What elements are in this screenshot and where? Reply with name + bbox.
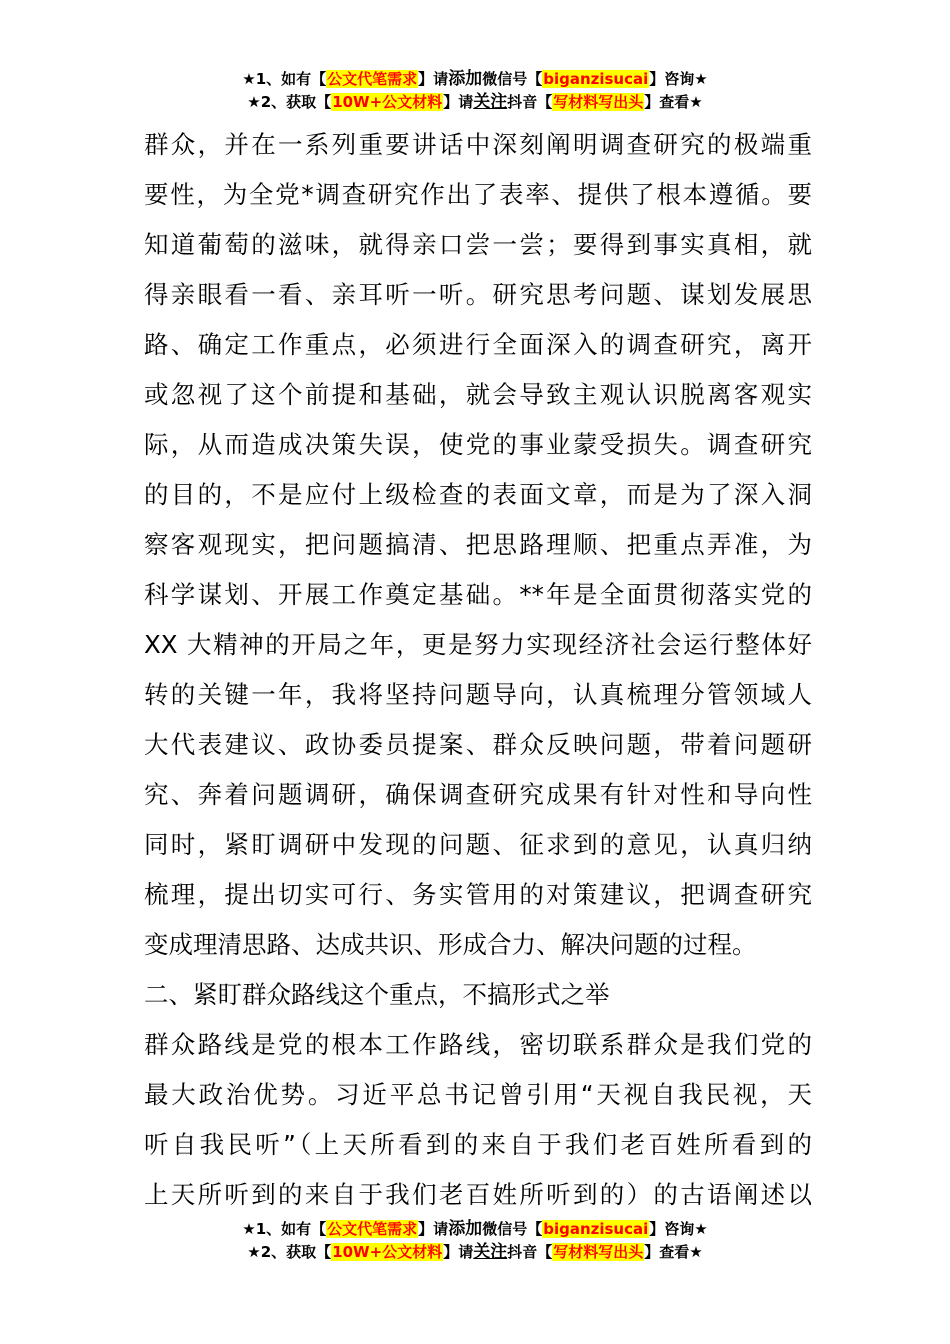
promo-text: ★2、获取【	[247, 1243, 332, 1261]
paragraph-line: 上天所听到的来自于我们老百姓所听到的）的古语阐述以	[144, 1180, 812, 1209]
promo-highlight: 10W+公文材料	[332, 1243, 443, 1261]
promo-douyin-id: 写材料写出头	[553, 93, 644, 111]
promo-line-1	[0, 1218, 950, 1241]
paragraph-line: 知道葡萄的滋味，就得亲口尝一尝；要得到事实真相，就	[144, 230, 812, 259]
promo-highlight: 公文代笔需求	[327, 70, 418, 88]
promo-text: 】请	[443, 1243, 474, 1261]
promo-text: 】咨询★	[649, 1220, 708, 1238]
paragraph-line: 得亲眼看一看、亲耳听一听。研究思考问题、谋划发展思	[144, 280, 812, 309]
paragraph-line: 转的关键一年，我将坚持问题导向，认真梳理分管领域人	[144, 680, 812, 709]
paragraph-line: 变成理清思路、达成共识、形成合力、解决问题的过程。	[144, 930, 757, 959]
header-promo-banner	[0, 68, 950, 114]
paragraph-line: 群众，并在一系列重要讲话中深刻阐明调查研究的极端重	[144, 130, 812, 159]
promo-text: 】查看★	[644, 93, 703, 111]
promo-text: ★2、获取【	[247, 93, 332, 111]
paragraph-line: 际，从而造成决策失误，使党的事业蒙受损失。调查研究	[144, 430, 812, 459]
paragraph-line: 梳理，提出切实可行、务实管用的对策建议，把调查研究	[144, 880, 812, 909]
paragraph-line: XX 大精神的开局之年，更是努力实现经济社会运行整体好	[144, 630, 812, 659]
promo-text: 】请	[443, 93, 474, 111]
promo-emphasis: 关注	[473, 92, 508, 112]
promo-text: 】请	[418, 70, 449, 88]
promo-text: 】查看★	[644, 1243, 703, 1261]
footer-promo-banner	[0, 1218, 950, 1264]
paragraph-line: 或忽视了这个前提和基础，就会导致主观认识脱离客观实	[144, 380, 812, 409]
promo-emphasis: 关注	[473, 1242, 508, 1262]
paragraph-line: 要性，为全党*调查研究作出了表率、提供了根本遵循。要	[144, 180, 812, 209]
promo-text: ★1、如有【	[242, 70, 327, 88]
promo-line-2	[0, 1241, 950, 1264]
promo-wechat-id: biganzisucai	[543, 70, 649, 88]
paragraph-line: 同时，紧盯调研中发现的问题、征求到的意见，认真归纳	[144, 830, 812, 859]
paragraph-line: 察客观现实，把问题搞清、把思路理顺、把重点弄准，为	[144, 530, 812, 559]
promo-text: 微信号【	[482, 1220, 543, 1238]
promo-emphasis: 添加	[448, 69, 483, 89]
paragraph-line: 听自我民听”（上天所看到的来自于我们老百姓所看到的	[144, 1130, 812, 1159]
promo-text: 微信号【	[482, 70, 543, 88]
section-heading: 二、紧盯群众路线这个重点，不搞形式之举	[144, 980, 610, 1009]
paragraph-line: 大代表建议、政协委员提案、群众反映问题，带着问题研	[144, 730, 812, 759]
paragraph-line: 群众路线是党的根本工作路线，密切联系群众是我们党的	[144, 1030, 812, 1059]
promo-highlight: 公文代笔需求	[327, 1220, 418, 1238]
promo-text: 抖音【	[507, 1243, 553, 1261]
promo-text: 抖音【	[507, 93, 553, 111]
promo-line-1	[0, 68, 950, 91]
promo-highlight: 10W+公文材料	[332, 93, 443, 111]
promo-text: ★1、如有【	[242, 1220, 327, 1238]
document-body	[144, 120, 812, 1220]
promo-text: 】咨询★	[649, 70, 708, 88]
promo-line-2	[0, 91, 950, 114]
paragraph-line: 究、奔着问题调研，确保调查研究成果有针对性和导向性	[144, 780, 812, 809]
promo-douyin-id: 写材料写出头	[553, 1243, 644, 1261]
promo-emphasis: 添加	[448, 1219, 483, 1239]
paragraph-line: 科学谋划、开展工作奠定基础。**年是全面贯彻落实党的	[144, 580, 812, 609]
paragraph-line: 路、确定工作重点，必须进行全面深入的调查研究，离开	[144, 330, 812, 359]
promo-wechat-id: biganzisucai	[543, 1220, 649, 1238]
paragraph-line: 最大政治优势。习近平总书记曾引用“天视自我民视，天	[144, 1080, 812, 1109]
promo-text: 】请	[418, 1220, 449, 1238]
paragraph-line: 的目的，不是应付上级检查的表面文章，而是为了深入洞	[144, 480, 812, 509]
